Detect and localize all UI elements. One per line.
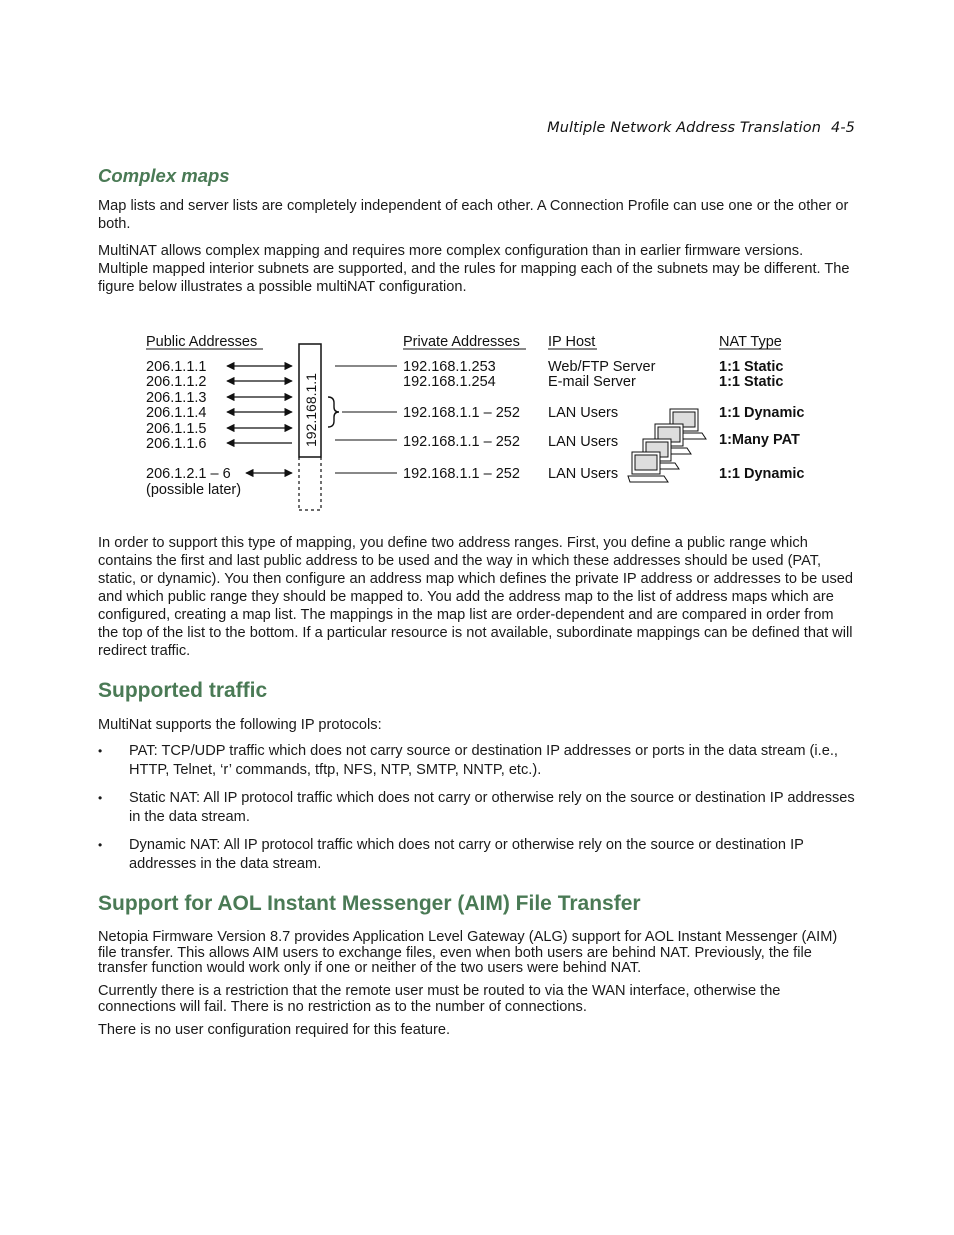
list-item-text: PAT: TCP/UDP traffic which does not carry source or destination IP addresses or ports in the data stream (i.e., HTTP, Telnet, ‘r’ commands, tftp, NFS, NTP, SMTP, NNTP, etc.). bbox=[129, 743, 838, 778]
computer-cluster-icon bbox=[628, 409, 706, 482]
public-address-3: 206.1.1.3 bbox=[146, 390, 207, 406]
paragraph-supported-intro: MultiNat supports the following IP protocols: bbox=[98, 717, 382, 733]
nat-type-2: 1:1 Static bbox=[719, 374, 784, 390]
heading-aim-file-transfer: Support for AOL Instant Messenger (AIM) File Transfer bbox=[98, 892, 641, 915]
column-public-addresses: Public Addresses bbox=[146, 334, 258, 350]
ip-host-4: LAN Users bbox=[548, 434, 619, 450]
private-address-5: 192.168.1.1 – 252 bbox=[403, 466, 520, 482]
bullet-icon: • bbox=[98, 838, 103, 852]
private-address-1: 192.168.1.253 bbox=[403, 359, 496, 375]
list-item bbox=[98, 742, 856, 780]
router-ip-label: 192.168.1.1 bbox=[303, 373, 319, 447]
heading-supported-traffic: Supported traffic bbox=[98, 679, 268, 702]
public-address-1: 206.1.1.1 bbox=[146, 359, 207, 375]
paragraph-map-lists: Map lists and server lists are completely independent of each other. A Connection Profile can use one or the other or both. bbox=[98, 198, 849, 232]
page-number: 4-5 bbox=[831, 120, 855, 136]
ip-host-1: Web/FTP Server bbox=[548, 359, 656, 375]
column-ip-host: IP Host bbox=[548, 334, 596, 350]
public-address-4: 206.1.1.4 bbox=[146, 405, 207, 421]
public-address-6: 206.1.1.6 bbox=[146, 436, 207, 452]
column-private-addresses: Private Addresses bbox=[403, 334, 520, 350]
running-header bbox=[547, 120, 855, 136]
heading-complex-maps: Complex maps bbox=[98, 165, 230, 186]
public-address-later-note: (possible later) bbox=[146, 482, 242, 498]
private-address-4: 192.168.1.1 – 252 bbox=[403, 434, 520, 450]
nat-type-1: 1:1 Static bbox=[719, 359, 784, 375]
public-address-later: 206.1.2.1 – 6 bbox=[146, 466, 231, 482]
ip-host-3: LAN Users bbox=[548, 405, 619, 421]
column-nat-type: NAT Type bbox=[719, 334, 782, 350]
public-address-2: 206.1.1.2 bbox=[146, 374, 207, 390]
brace-icon bbox=[328, 397, 339, 427]
list-item-text: Static NAT: All IP protocol traffic which does not carry or otherwise rely on the source or destination IP addresses in the data stream. bbox=[129, 790, 855, 825]
paragraph-mapping: In order to support this type of mapping, you define two address ranges. First, you define a public range which contains the first and last public address to be used and the way in which these addresses should be used (PAT, static, or dynamic). You then configure an address map which defines the private IP address or addresses to be used and which public range they should be mapped to. You add the address map to the list of address maps which are configured, creating a map list. The mappings in the map list are order-dependent and are compared in order from the top of the list to the bottom. If a particular resource is not available, subordinate mappings can be defined that will redirect traffic. bbox=[98, 535, 853, 659]
paragraph-multinat: MultiNAT allows complex mapping and requires more complex configuration than in earlier firmware versions. Multiple mapped interior subnets are supported, and the rules for mapping each of the subnets may be different. The figure below illustrates a possible multiNAT configuration. bbox=[98, 243, 850, 295]
list-item bbox=[98, 789, 856, 827]
private-address-3: 192.168.1.1 – 252 bbox=[403, 405, 520, 421]
nat-type-3: 1:1 Dynamic bbox=[719, 405, 805, 421]
ip-host-2: E-mail Server bbox=[548, 374, 636, 390]
paragraph-aim-no-config: There is no user configuration required for this feature. bbox=[98, 1022, 451, 1038]
ip-host-5: LAN Users bbox=[548, 466, 619, 482]
private-address-2: 192.168.1.254 bbox=[403, 374, 496, 390]
paragraph-aim-restriction: Currently there is a restriction that the remote user must be routed to via the WAN interface, otherwise the connections will fail. There is no restriction as to the number of connections. bbox=[98, 983, 781, 1015]
public-address-5: 206.1.1.5 bbox=[146, 421, 207, 437]
list-item-text: Dynamic NAT: All IP protocol traffic which does not carry or otherwise rely on the source or destination IP addresses in the data stream. bbox=[129, 837, 804, 872]
multinat-diagram bbox=[0, 325, 954, 520]
supported-protocols-list bbox=[98, 742, 856, 883]
bullet-icon: • bbox=[98, 791, 103, 805]
running-header-title: Multiple Network Address Translation bbox=[547, 120, 822, 136]
nat-type-5: 1:1 Dynamic bbox=[719, 466, 805, 482]
list-item bbox=[98, 836, 856, 874]
nat-type-4: 1:Many PAT bbox=[719, 432, 800, 448]
bullet-icon: • bbox=[98, 744, 103, 758]
paragraph-aim-alg: Netopia Firmware Version 8.7 provides Application Level Gateway (ALG) support for AOL Instant Messenger (AIM) file transfer. This allows AIM users to exchange files, even when both users are behind NAT. Previously, the file transfer function would work only if one or neither of the two users were behind NAT. bbox=[98, 929, 838, 976]
